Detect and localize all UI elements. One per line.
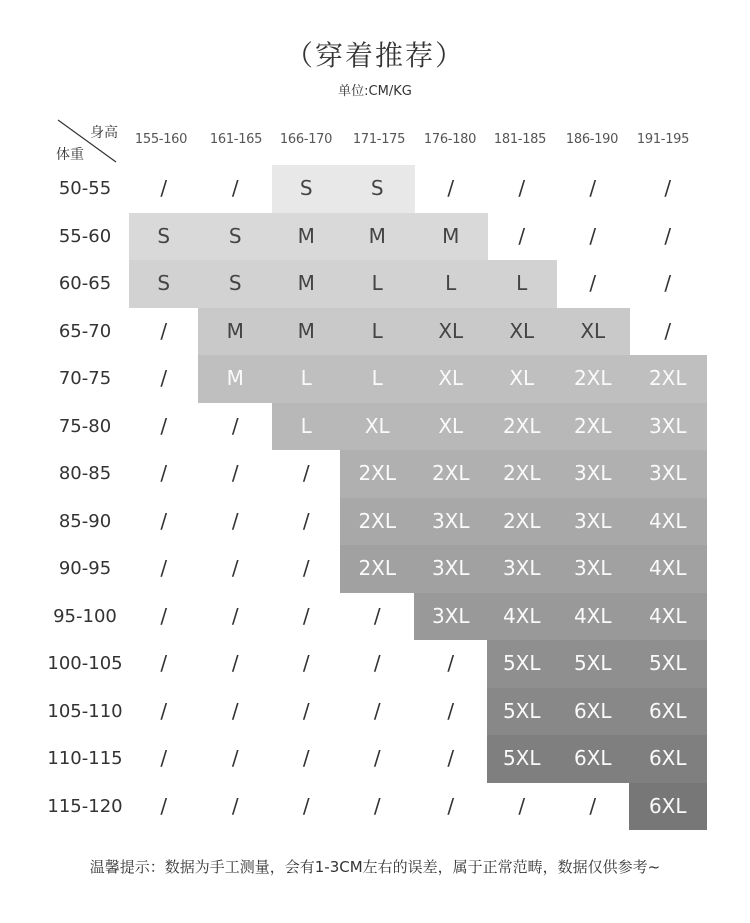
empty-cell: / bbox=[160, 413, 168, 438]
weight-header: 55-60 bbox=[58, 225, 112, 247]
size-cell: 4XL bbox=[556, 593, 630, 641]
size-cell: L bbox=[414, 260, 488, 308]
empty-cell: / bbox=[589, 176, 597, 200]
unit-label: 单位:CM/KG bbox=[338, 84, 412, 99]
empty-cell: / bbox=[231, 556, 239, 580]
size-cell: 4XL bbox=[629, 498, 707, 546]
size-cell: 2XL bbox=[340, 498, 415, 546]
size-cell: 4XL bbox=[629, 593, 707, 641]
empty-cell: / bbox=[231, 508, 239, 533]
empty-cell: / bbox=[518, 793, 526, 818]
weight-header: 80-85 bbox=[58, 463, 112, 484]
empty-cell: / bbox=[373, 603, 381, 628]
size-cell: XL bbox=[340, 403, 415, 451]
size-cell: S bbox=[198, 260, 273, 308]
weight-axis-label: 体重 bbox=[56, 147, 84, 163]
size-cell: 2XL bbox=[414, 450, 488, 498]
height-header: 186-190 bbox=[565, 132, 619, 147]
size-cell: M bbox=[272, 308, 341, 356]
size-cell: 2XL bbox=[487, 498, 557, 546]
size-cell: 6XL bbox=[629, 688, 707, 736]
size-cell: 3XL bbox=[556, 545, 630, 593]
weight-header: 100-105 bbox=[47, 653, 123, 674]
footnote: 温馨提示：数据为手工测量，会有1-3CM左右的误差，属于正常范畴，数据仅供参考~ bbox=[89, 858, 661, 876]
size-cell: 5XL bbox=[629, 640, 707, 688]
size-cell: 2XL bbox=[487, 403, 557, 451]
size-cell: XL bbox=[414, 355, 488, 403]
empty-cell: / bbox=[589, 223, 597, 248]
empty-cell: / bbox=[231, 413, 239, 438]
size-cell: 3XL bbox=[414, 498, 488, 546]
size-cell: 3XL bbox=[556, 450, 630, 498]
size-cell: M bbox=[414, 213, 488, 261]
empty-cell: / bbox=[373, 746, 381, 770]
empty-cell: / bbox=[302, 746, 310, 770]
empty-cell: / bbox=[373, 793, 381, 818]
size-cell: 5XL bbox=[556, 640, 630, 688]
empty-cell: / bbox=[373, 651, 381, 675]
empty-cell: / bbox=[518, 176, 526, 200]
size-cell: 2XL bbox=[340, 545, 415, 593]
empty-cell: / bbox=[231, 603, 239, 628]
empty-cell: / bbox=[302, 651, 310, 675]
weight-header: 85-90 bbox=[58, 510, 112, 532]
empty-cell: / bbox=[302, 793, 310, 818]
weight-header: 90-95 bbox=[58, 558, 112, 579]
size-cell: M bbox=[272, 213, 341, 261]
size-cell: L bbox=[340, 355, 415, 403]
empty-cell: / bbox=[160, 698, 168, 723]
size-cell: 3XL bbox=[414, 593, 488, 641]
size-cell: 6XL bbox=[556, 688, 630, 736]
size-cell: XL bbox=[556, 308, 630, 356]
size-cell: M bbox=[340, 213, 415, 261]
empty-cell: / bbox=[373, 698, 381, 723]
empty-cell: / bbox=[160, 318, 168, 343]
empty-cell: / bbox=[160, 508, 168, 533]
size-cell: 3XL bbox=[414, 545, 488, 593]
empty-cell: / bbox=[231, 461, 239, 485]
empty-cell: / bbox=[231, 698, 239, 723]
table-corner-header bbox=[52, 118, 120, 166]
empty-cell: / bbox=[231, 651, 239, 675]
empty-cell: / bbox=[231, 176, 239, 200]
size-cell: 3XL bbox=[487, 545, 557, 593]
empty-cell: / bbox=[231, 746, 239, 770]
empty-cell: / bbox=[160, 793, 168, 818]
size-cell: S bbox=[129, 260, 199, 308]
empty-cell: / bbox=[231, 793, 239, 818]
empty-cell: / bbox=[447, 651, 455, 675]
size-cell: S bbox=[340, 165, 415, 213]
size-cell: L bbox=[272, 355, 341, 403]
empty-cell: / bbox=[160, 176, 168, 200]
height-header: 191-195 bbox=[636, 132, 690, 147]
empty-cell: / bbox=[447, 176, 455, 200]
weight-header: 50-55 bbox=[58, 178, 112, 199]
empty-cell: / bbox=[518, 223, 526, 248]
empty-cell: / bbox=[160, 461, 168, 485]
chart-title: （穿着推荐） bbox=[284, 39, 465, 72]
size-cell: L bbox=[487, 260, 557, 308]
height-header: 166-170 bbox=[279, 132, 333, 147]
size-cell: 6XL bbox=[629, 735, 707, 783]
size-cell: 5XL bbox=[487, 640, 557, 688]
size-cell: S bbox=[198, 213, 273, 261]
size-cell: 2XL bbox=[556, 355, 630, 403]
empty-cell: / bbox=[302, 508, 310, 533]
weight-header: 110-115 bbox=[47, 748, 123, 769]
size-cell: 3XL bbox=[556, 498, 630, 546]
size-cell: M bbox=[198, 355, 273, 403]
height-header: 181-185 bbox=[493, 132, 547, 147]
size-cell: 4XL bbox=[487, 593, 557, 641]
empty-cell: / bbox=[589, 793, 597, 818]
empty-cell: / bbox=[160, 603, 168, 628]
weight-header: 105-110 bbox=[47, 700, 123, 722]
size-cell: 5XL bbox=[487, 735, 557, 783]
empty-cell: / bbox=[447, 746, 455, 770]
empty-cell: / bbox=[447, 698, 455, 723]
size-cell: L bbox=[340, 260, 415, 308]
size-cell: XL bbox=[487, 308, 557, 356]
empty-cell: / bbox=[302, 698, 310, 723]
height-header: 171-175 bbox=[352, 132, 406, 147]
size-cell: L bbox=[272, 403, 341, 451]
size-cell: S bbox=[272, 165, 341, 213]
empty-cell: / bbox=[664, 318, 672, 343]
weight-header: 115-120 bbox=[47, 795, 123, 817]
size-cell: 3XL bbox=[629, 403, 707, 451]
size-cell: XL bbox=[414, 403, 488, 451]
weight-header: 70-75 bbox=[58, 368, 112, 389]
height-axis-label: 身高 bbox=[90, 125, 118, 141]
height-header: 161-165 bbox=[209, 132, 263, 147]
empty-cell: / bbox=[160, 556, 168, 580]
weight-header: 75-80 bbox=[58, 415, 112, 437]
size-cell: 2XL bbox=[556, 403, 630, 451]
size-cell: 2XL bbox=[340, 450, 415, 498]
empty-cell: / bbox=[302, 461, 310, 485]
height-header: 176-180 bbox=[423, 132, 477, 147]
size-cell: XL bbox=[487, 355, 557, 403]
size-cell: 2XL bbox=[487, 450, 557, 498]
weight-header: 65-70 bbox=[58, 320, 112, 342]
empty-cell: / bbox=[160, 366, 168, 390]
size-cell: 4XL bbox=[629, 545, 707, 593]
size-cell: S bbox=[129, 213, 199, 261]
empty-cell: / bbox=[664, 223, 672, 248]
height-header: 155-160 bbox=[134, 132, 188, 147]
size-cell: 3XL bbox=[629, 450, 707, 498]
empty-cell: / bbox=[447, 793, 455, 818]
empty-cell: / bbox=[302, 603, 310, 628]
weight-header: 60-65 bbox=[58, 273, 112, 294]
empty-cell: / bbox=[664, 271, 672, 295]
size-cell: 6XL bbox=[556, 735, 630, 783]
size-cell: 2XL bbox=[629, 355, 707, 403]
size-cell: 6XL bbox=[629, 783, 707, 831]
weight-header: 95-100 bbox=[53, 605, 117, 627]
empty-cell: / bbox=[160, 651, 168, 675]
empty-cell: / bbox=[589, 271, 597, 295]
size-cell: M bbox=[198, 308, 273, 356]
size-cell: L bbox=[340, 308, 415, 356]
empty-cell: / bbox=[664, 176, 672, 200]
empty-cell: / bbox=[302, 556, 310, 580]
empty-cell: / bbox=[160, 746, 168, 770]
size-cell: 5XL bbox=[487, 688, 557, 736]
size-cell: XL bbox=[414, 308, 488, 356]
size-cell: M bbox=[272, 260, 341, 308]
